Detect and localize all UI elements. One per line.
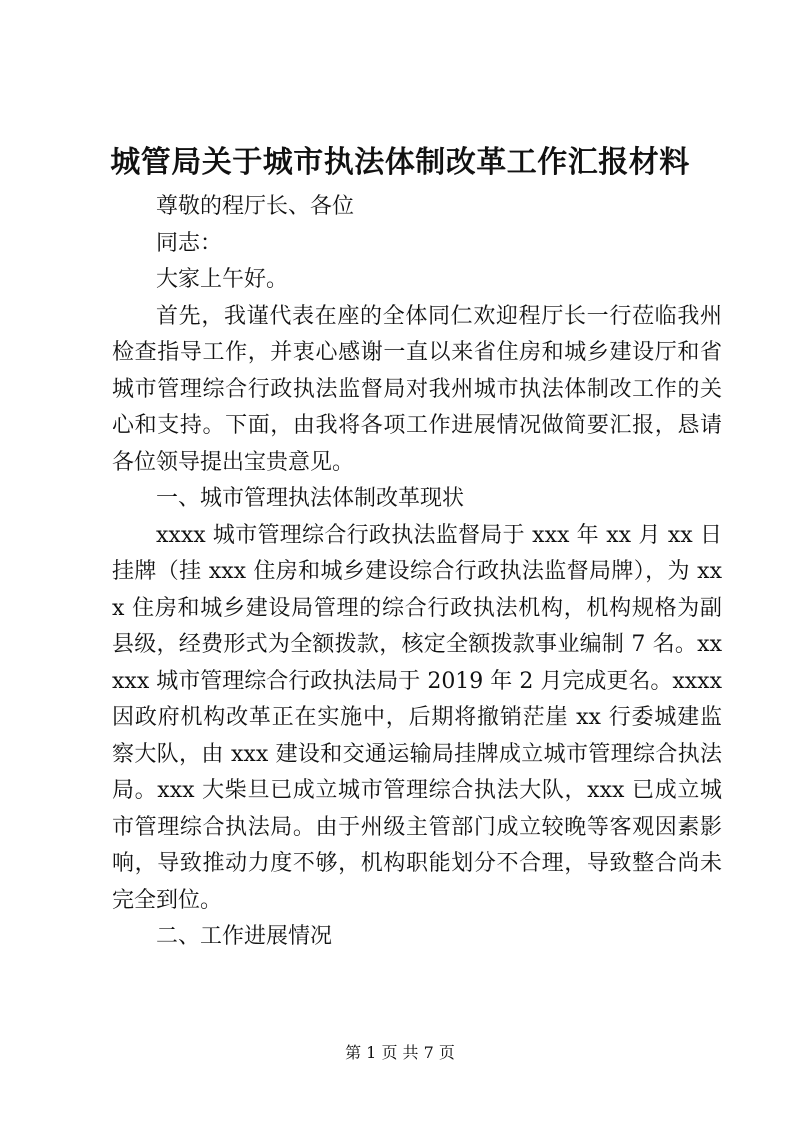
paragraph-greeting: 大家上午好。 — [156, 267, 289, 292]
document-body — [112, 189, 722, 956]
page-number-footer: 第 1 页 共 7 页 — [345, 1043, 455, 1062]
paragraph-status: xxxx 城市管理综合行政执法监督局于 xxx 年 xx 月 xx 日挂牌（挂 xxx 住房和城乡建设综合行政执法监督局牌），为 xxx 住房和城乡建设局管理的综合行政执法机构，机构规格为副县级，经费形式为全额拨款，核定全额拨款事业编制 7 名。xxxxx 城市管理综合行政执法局于 2019 年 2 月完成更名。xxxx 因政府机构改革正在实施中，后期将撤销茫崖 xx 行委城建监察大队，由 xxx 建设和交通运输局挂牌成立城市管理综合执法局。xxx 大柴旦已成立城市管理综合执法大队，xxx 已成立城市管理综合执法局。由于州级主管部门成立较晚等客观因素影响，导致推动力度不够，机构职能划分不合理，导致整合尚未完全到位。 — [112, 522, 722, 913]
paragraph-salutation-1: 尊敬的程厅长、各位 — [156, 194, 355, 219]
paragraph-intro: 首先，我谨代表在座的全体同仁欢迎程厅长一行莅临我州检查指导工作，并衷心感谢一直以来省住房和城乡建设厅和省城市管理综合行政执法监督局对我州城市执法体制改工作的关心和支持。下面，由我将各项工作进展情况做简要汇报，恳请各位领导提出宝贵意见。 — [112, 303, 722, 475]
section-heading-2: 二、工作进展情况 — [156, 924, 333, 949]
paragraph-salutation-2: 同志： — [156, 230, 223, 256]
section-heading-1: 一、城市管理执法体制改革现状 — [156, 486, 465, 511]
document-title: 城管局关于城市执法体制改革工作汇报材料 — [110, 145, 690, 180]
